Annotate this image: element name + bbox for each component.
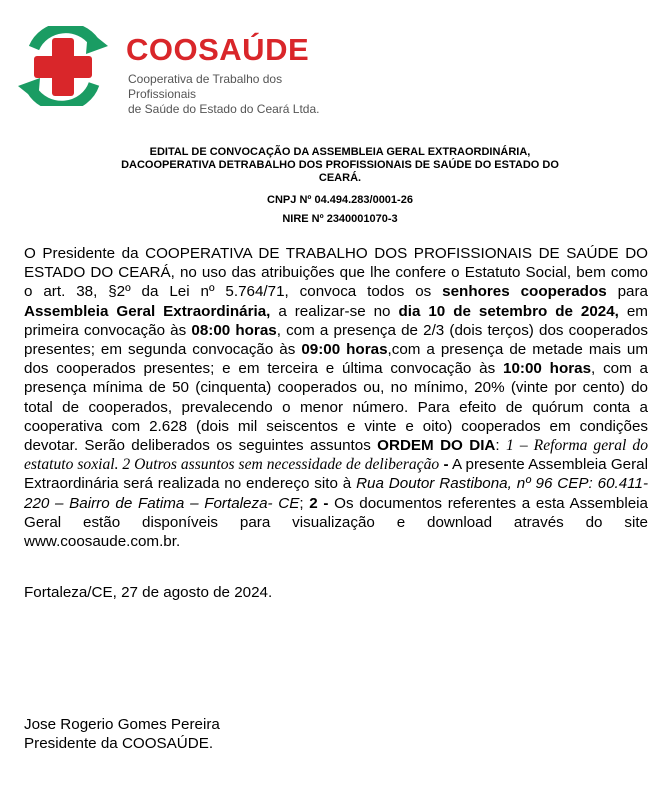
meeting-date: dia 10 de setembro de 2024, bbox=[398, 302, 619, 320]
heading-line2: DACOOPERATIVA DETRABALHO DOS PROFISSIONAIS DE SAÚDE DO ESTADO DO bbox=[121, 159, 559, 171]
cnpj-line: CNPJ Nº 04.494.283/0001-26 bbox=[267, 194, 413, 206]
logo-tagline bbox=[128, 72, 344, 117]
meeting-address: Rua Doutor Rastibona, nº 96 CEP: 60.411-220 – Bairro de Fatima – Fortaleza- CE bbox=[24, 475, 649, 512]
body-text: para bbox=[606, 283, 648, 301]
first-call-time: 08:00 horas bbox=[191, 321, 277, 339]
agenda-items: 1 – Reforma geral do estatuto soxial. 2 Outros assuntos sem necessidade de deliberação bbox=[24, 437, 648, 474]
coosaude-logo bbox=[14, 26, 344, 116]
second-call-time: 09:00 horas bbox=[301, 341, 388, 359]
body-text: em primeira convocação às bbox=[24, 302, 648, 339]
heading-line3: CEARÁ. bbox=[318, 172, 362, 184]
logo-tagline-line2: de Saúde do Estado do Ceará Ltda. bbox=[128, 102, 320, 116]
heading-line1: EDITAL DE CONVOCAÇÃO DA ASSEMBLEIA GERAL EXTRAORDINÁRIA, bbox=[149, 146, 531, 158]
logo-tagline-line1: Cooperativa de Trabalho dos Profissionais bbox=[128, 72, 283, 101]
body-text: ; bbox=[299, 494, 310, 512]
body-text: a realizar-se no bbox=[270, 302, 399, 320]
body-bold: - bbox=[439, 456, 449, 474]
agenda-label: ORDEM DO DIA bbox=[377, 437, 496, 455]
body-bold: 2 - bbox=[309, 494, 329, 512]
body-text: : bbox=[495, 437, 506, 455]
body-text: , com a presença de 2/3 (dois terços) dos cooperados presentes; em segunda convocação às bbox=[24, 321, 649, 359]
body-text: A presente Assembleia Geral Extraordinária será realizada no endereço sito à bbox=[24, 456, 648, 493]
logo-name: COOSAÚDE bbox=[126, 32, 310, 67]
body-text: ,com a presença de metade mais um dos cooperados presentes; e em terceira e última convocação às bbox=[24, 341, 649, 378]
signer-name: Jose Rogerio Gomes Pereira bbox=[24, 716, 220, 733]
body-text: Os documentos referentes a esta Assembleia Geral estão disponíveis para visualização e download através do site www.coosaude.com.br. bbox=[24, 494, 648, 551]
logo-cross-arrows-icon bbox=[14, 26, 112, 106]
body-text: , no uso das atribuições que lhe confere o Estatuto Social, bem como o art. 38, §2º da Lei nº 5.764/71, convoca todos os bbox=[24, 264, 648, 301]
convocation-body bbox=[24, 244, 648, 551]
body-bold: senhores cooperados bbox=[442, 283, 607, 301]
nire-line: NIRE Nº 2340001070-3 bbox=[282, 213, 398, 225]
body-text: , com a presença mínima de 50 (cinquenta) cooperados ou, no mínimo, 20% (vinte por cento) do total de cooperados, prevalecendo o menor número. Para efeito de quórum conta a cooperativa com 2.628 (dois mil seiscentos e vinte e oito) cooperados em condições devotar. Serão deliberados os seguintes assuntos bbox=[24, 360, 649, 455]
body-text: O Presidente da COOPERATIVA DE TRABALHO DOS PROFISSIONAIS DE SAÚDE DO ESTADO DO CEARÁ bbox=[24, 245, 648, 282]
document-heading bbox=[90, 146, 590, 185]
third-call-time: 10:00 horas bbox=[503, 360, 592, 378]
signature-block bbox=[24, 715, 220, 753]
place-date: Fortaleza/CE, 27 de agosto de 2024. bbox=[24, 584, 273, 601]
signer-title: Presidente da COOSAÚDE. bbox=[24, 735, 214, 752]
body-bold: Assembleia Geral Extraordinária, bbox=[24, 302, 271, 320]
